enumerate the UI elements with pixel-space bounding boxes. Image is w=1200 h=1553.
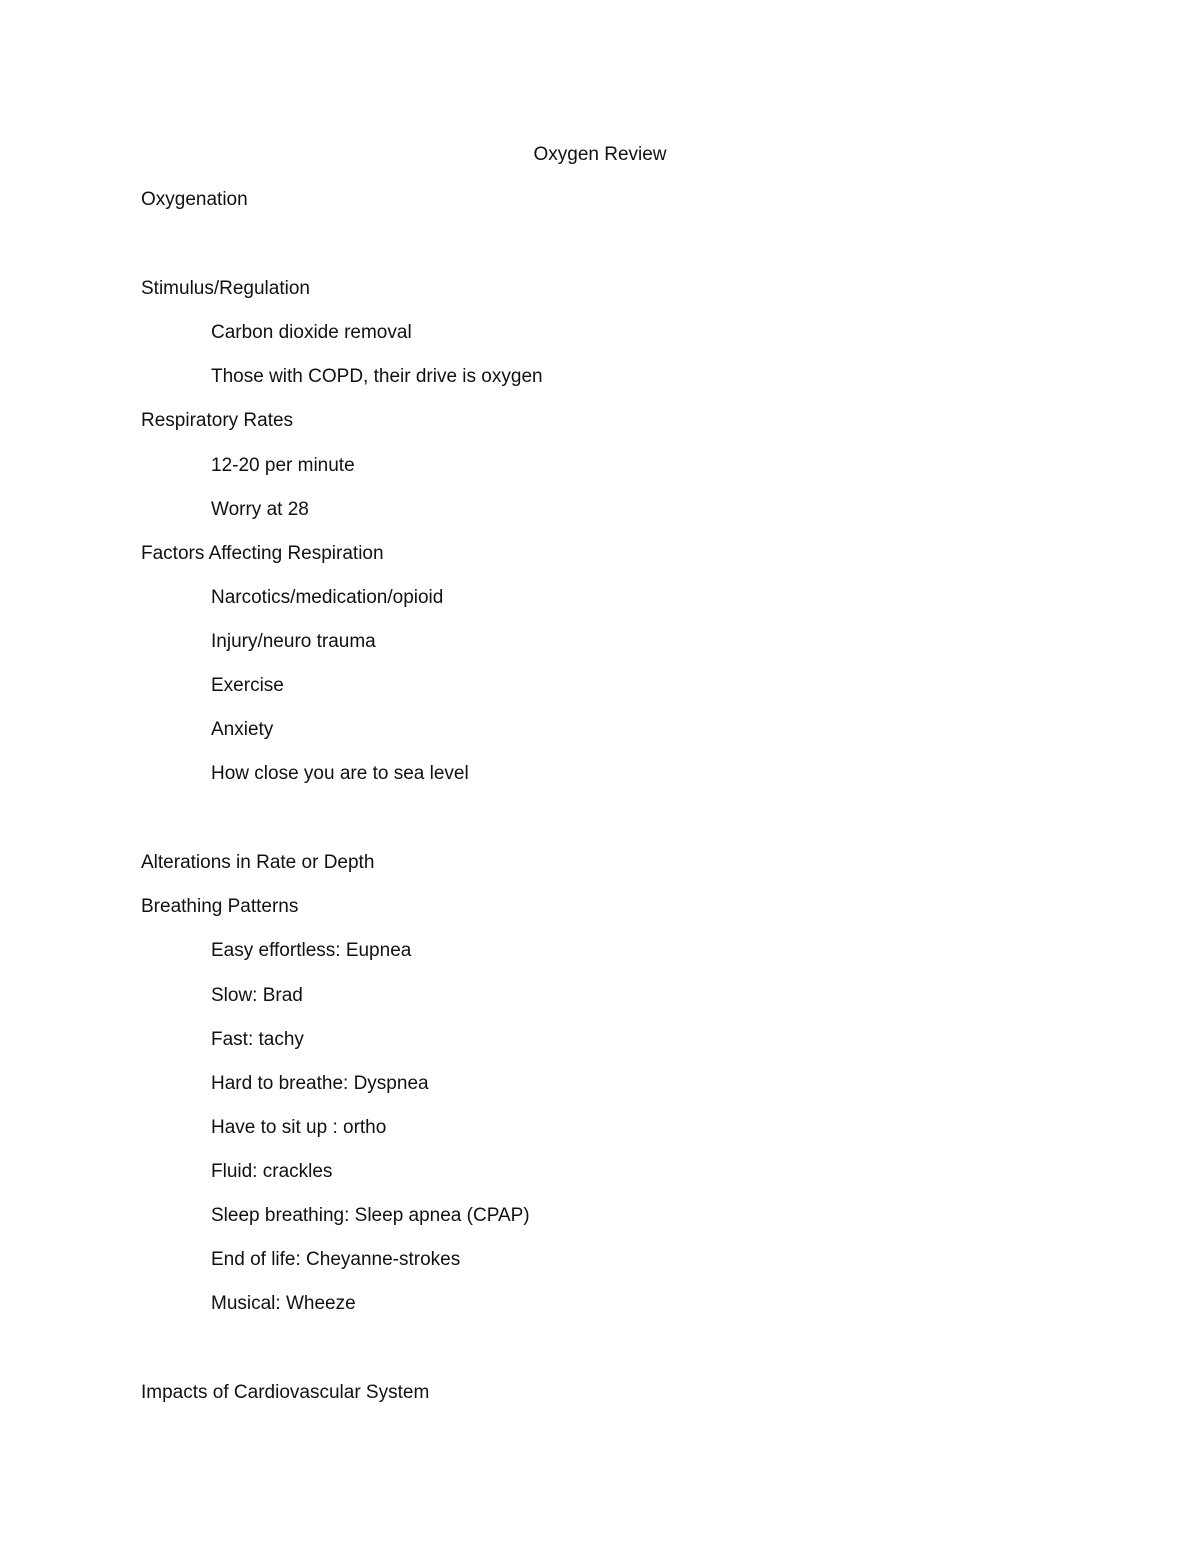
list-item: 12-20 per minute <box>211 455 355 476</box>
list-item: Narcotics/medication/opioid <box>211 587 444 608</box>
heading-alterations-rate-depth: Alterations in Rate or Depth <box>141 852 375 873</box>
heading-factors-affecting-respiration: Factors Affecting Respiration <box>141 543 384 564</box>
heading-stimulus-regulation: Stimulus/Regulation <box>141 278 310 299</box>
list-item: Worry at 28 <box>211 499 309 520</box>
list-item: Have to sit up : ortho <box>211 1117 387 1138</box>
list-item: Injury/neuro trauma <box>211 631 376 652</box>
page-title: Oxygen Review <box>533 144 667 165</box>
list-item: Those with COPD, their drive is oxygen <box>211 366 543 387</box>
list-item: Fluid: crackles <box>211 1161 333 1182</box>
heading-oxygenation: Oxygenation <box>141 189 248 210</box>
list-item: Slow: Brad <box>211 985 303 1006</box>
list-item: Easy effortless: Eupnea <box>211 940 412 961</box>
heading-respiratory-rates: Respiratory Rates <box>141 410 294 431</box>
list-item: Hard to breathe: Dyspnea <box>211 1073 429 1094</box>
heading-impacts-cardiovascular: Impacts of Cardiovascular System <box>141 1382 430 1403</box>
heading-breathing-patterns: Breathing Patterns <box>141 896 299 917</box>
list-item: Carbon dioxide removal <box>211 322 412 343</box>
list-item: Exercise <box>211 675 284 696</box>
list-item: Sleep breathing: Sleep apnea (CPAP) <box>211 1205 530 1226</box>
list-item: Fast: tachy <box>211 1029 304 1050</box>
list-item: End of life: Cheyanne-strokes <box>211 1249 461 1270</box>
list-item: Musical: Wheeze <box>211 1293 356 1314</box>
list-item: Anxiety <box>211 719 274 740</box>
list-item: How close you are to sea level <box>211 763 469 784</box>
